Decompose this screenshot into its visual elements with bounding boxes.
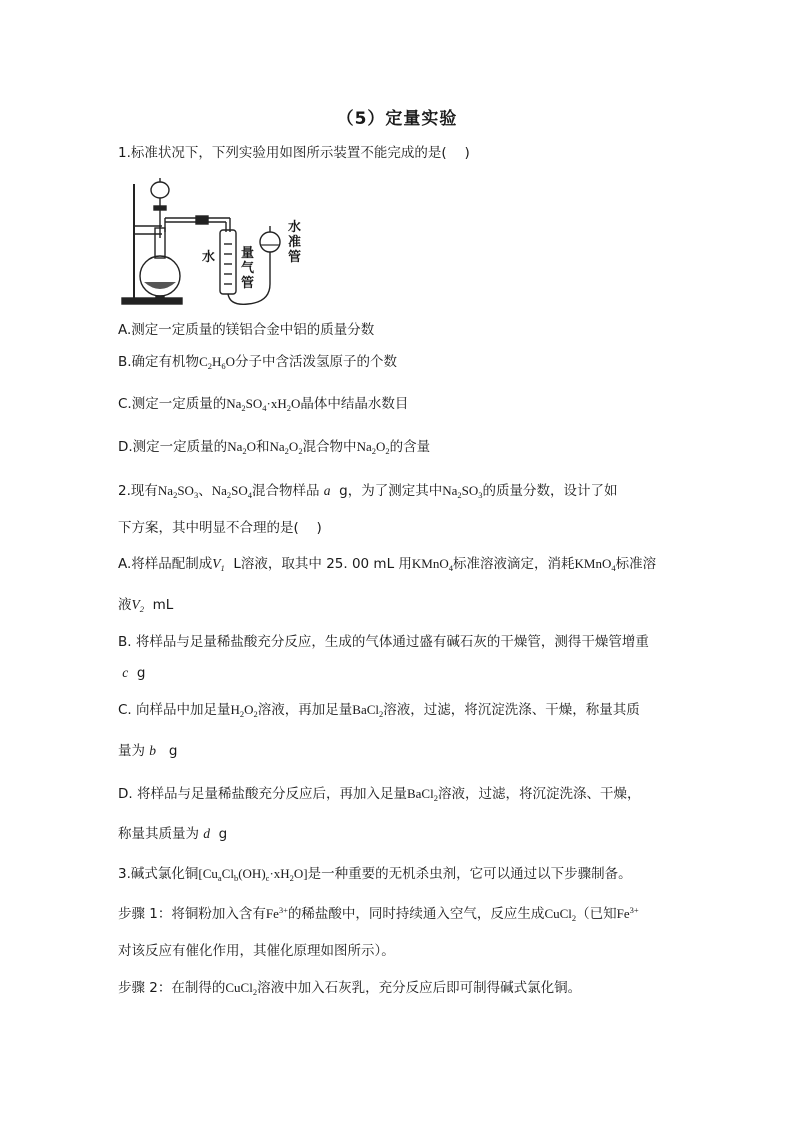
formula-na2o2: $Na_2O_2$ xyxy=(356,439,390,456)
apparatus-figure xyxy=(118,174,318,310)
q2-option-a-line2: 液$V_2$ mL xyxy=(118,597,174,614)
q1-option-d: D.测定一定质量的$Na_2O$和$Na_2O_2$混合物中$Na_2O_2$的含量 xyxy=(118,439,431,456)
q3-step1-line2: 对该反应有催化作用，其催化原理如图所示）。 xyxy=(118,943,395,959)
formula-c2h6o: $C_2H_6O$ xyxy=(199,354,236,371)
q2-stem-line1: 2.现有$Na_2SO_3$、$Na_2SO_4$混合物样品 a g，为了测定其中$Na_2SO_3$的质量分数，设计了如 xyxy=(118,483,618,500)
formula-na2o: $Na_2O$ xyxy=(227,439,256,456)
figure-label-water: 水 xyxy=(202,250,216,265)
q1-option-a: A.测定一定质量的镁铝合金中铝的质量分数 xyxy=(118,322,375,338)
q2-stem-line2: 下方案，其中明显不合理的是( ) xyxy=(118,520,322,536)
q2-option-a-line1: A.将样品配制成$V_1$ L溶液，取其中 25. 00 mL 用KMnO$_4$标准溶液滴定，消耗KMnO$_4$标准溶 xyxy=(118,556,657,573)
formula-na2o2: $Na_2O_2$ xyxy=(269,439,303,456)
figure-label-level-tube: 水准管 xyxy=(288,220,302,265)
q2-option-c-line1: C. 向样品中加足量$H_2O_2$溶液，再加足量BaCl$_2$溶液，过滤，将沉淀洗涤、干燥，称量其质 xyxy=(118,702,640,719)
q2-option-d-line1: D. 将样品与足量稀盐酸充分反应后，再加入足量BaCl$_2$溶液，过滤，将沉淀洗涤、干燥， xyxy=(118,786,641,803)
q2-option-b-line2: c g xyxy=(122,665,146,681)
figure-label-gas-tube: 量气管 xyxy=(241,246,255,291)
q1-option-c: C.测定一定质量的$Na_2SO_4\cdot xH_2O$晶体中结晶水数目 xyxy=(118,396,409,413)
q2-option-d-line2: 称量其质量为 d g xyxy=(118,826,228,842)
page-title: （5）定量实验 xyxy=(336,109,458,129)
q3-step1-line1: 步骤 1：将铜粉加入含有$Fe^{3+}$的稀盐酸中，同时持续通入空气，反应生成CuCl$_2$（已知$Fe^{3+}$ xyxy=(118,905,639,923)
q2-option-b-line1: B. 将样品与足量稀盐酸充分反应，生成的气体通过盛有碱石灰的干燥管，测得干燥管增重 xyxy=(118,634,649,650)
q1-stem: 1.标准状况下，下列实验用如图所示装置不能完成的是( ) xyxy=(118,145,470,161)
q3-stem: 3.碱式氯化铜$[Cu_aCl_b(OH)_c\cdot xH_2O]$是一种重要的无机杀虫剂，它可以通过以下步骤制备。 xyxy=(118,866,632,883)
formula-basic-copper-chloride: $[Cu_aCl_b(OH)_c\cdot xH_2O]$ xyxy=(198,866,308,883)
formula-na2so4-xh2o: $Na_2SO_4\cdot xH_2O$ xyxy=(226,396,301,413)
q2-option-c-line2: 量为 b g xyxy=(118,743,178,759)
q1-option-b: B.确定有机物$C_2H_6O$分子中含活泼氢原子的个数 xyxy=(118,354,398,371)
q3-step2: 步骤 2：在制得的CuCl$_2$溶液中加入石灰乳，充分反应后即可制得碱式氯化铜。 xyxy=(118,980,582,997)
